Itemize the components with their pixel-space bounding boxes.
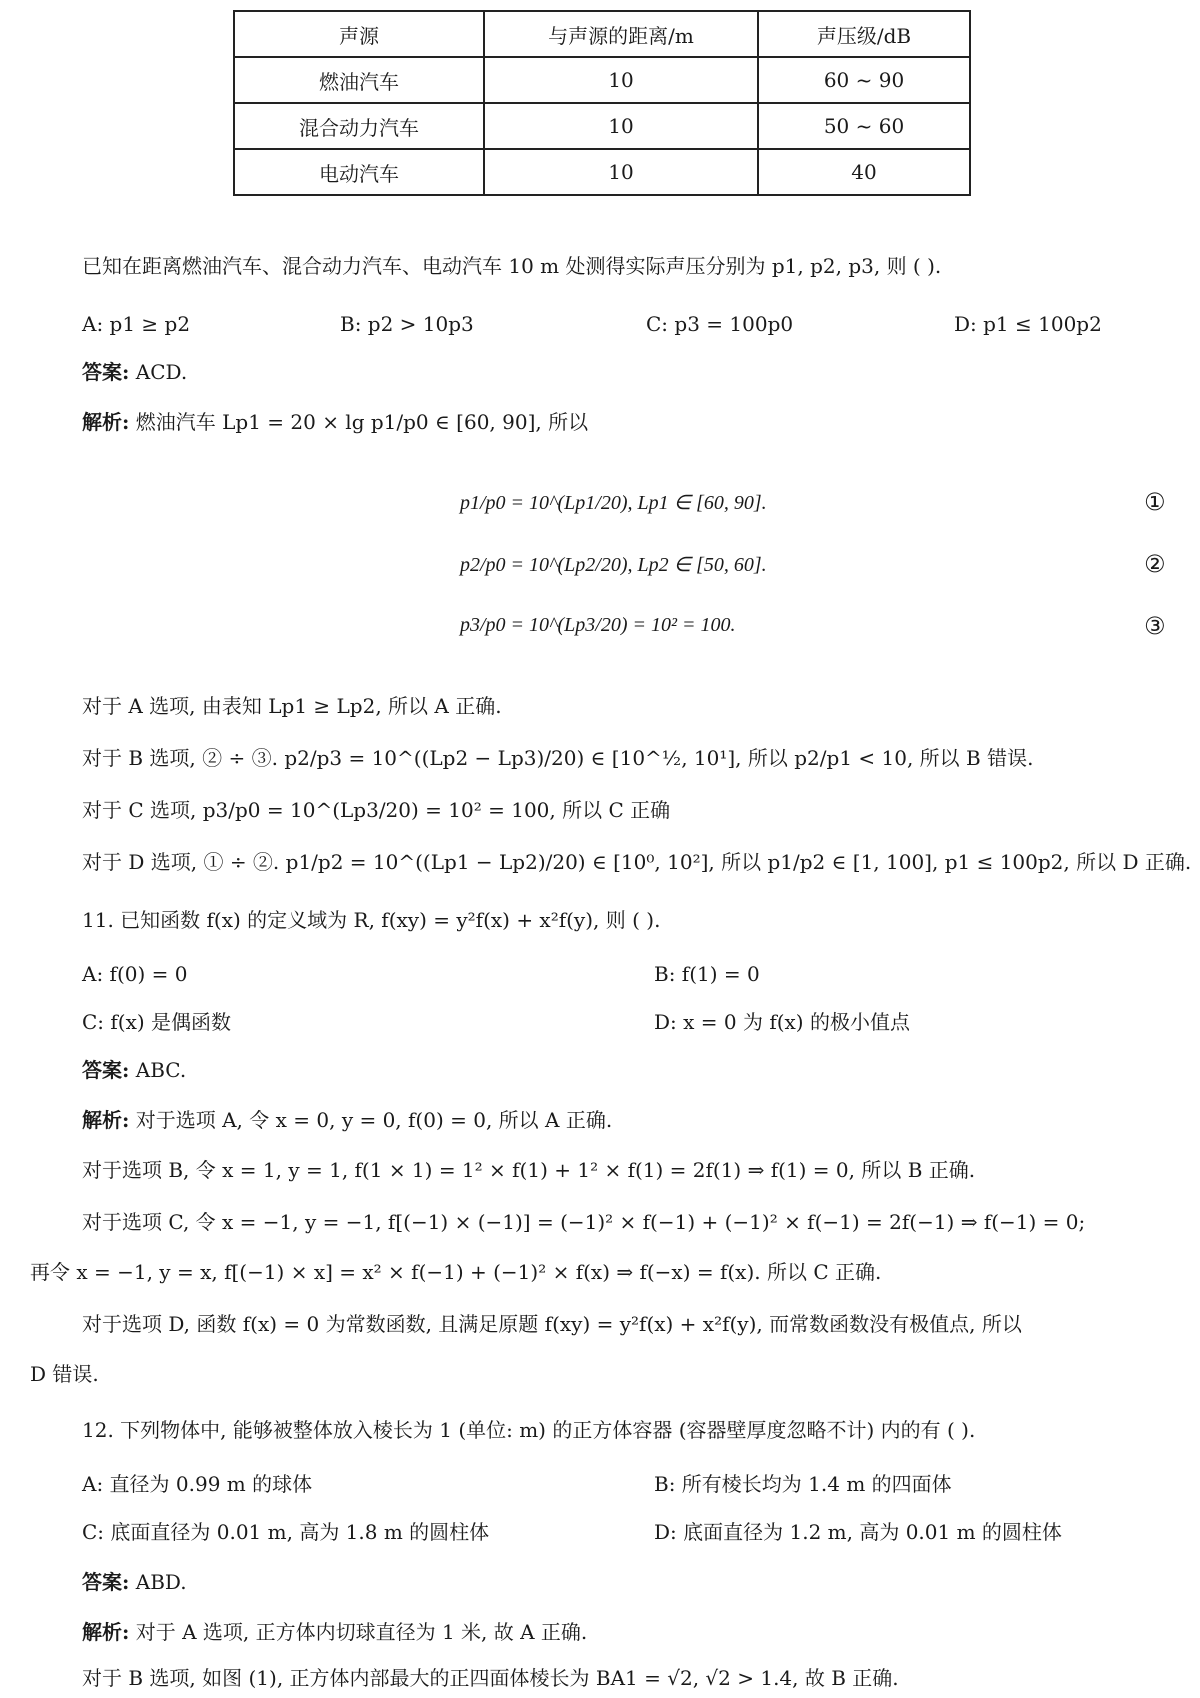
q10-analysis-intro: [82, 408, 588, 436]
answer-label: 答案:: [82, 1058, 130, 1082]
table-header-cell: 声压级/dB: [758, 11, 970, 57]
table-cell: 10: [484, 149, 758, 195]
q11-option-d: D: x = 0 为 f(x) 的极小值点: [654, 1010, 910, 1034]
q12-analysis-b: 对于 B 选项, 如图 (1), 正方体内部最大的正四面体棱长为 BA1 = √2, √2 > 1.4, 故 B 正确.: [82, 1666, 899, 1690]
analysis-label: 解析:: [82, 1108, 130, 1132]
table-cell: 燃油汽车: [234, 57, 484, 103]
q11-option-b: B: f(1) = 0: [654, 962, 760, 986]
equation-number-2: ②: [1144, 550, 1166, 578]
table-cell: 10: [484, 57, 758, 103]
answer-value: ACD.: [135, 360, 188, 384]
q12-option-c: C: 底面直径为 0.01 m, 高为 1.8 m 的圆柱体: [82, 1520, 490, 1544]
q10-analysis-d: 对于 D 选项, ① ÷ ②. p1/p2 = 10^((Lp1 − Lp2)/20) ∈ [10⁰, 10²], 所以 p1/p2 ∈ [1, 100], p1 ≤ 100p2, 所以 D 正确.: [82, 850, 1192, 874]
table-row: [234, 57, 970, 103]
equation-1: p1/p0 = 10^(Lp1/20), Lp1 ∈ [60, 90].: [460, 492, 767, 514]
equation-number-3: ③: [1144, 612, 1166, 640]
q12-option-b: B: 所有棱长均为 1.4 m 的四面体: [654, 1472, 952, 1496]
analysis-label: 解析:: [82, 1620, 130, 1644]
q12-stem: 12. 下列物体中, 能够被整体放入棱长为 1 (单位: m) 的正方体容器 (容器壁厚度忽略不计) 内的有 ( ).: [82, 1418, 976, 1442]
q11-stem: 11. 已知函数 f(x) 的定义域为 R, f(xy) = y²f(x) + x²f(y), 则 ( ).: [82, 908, 661, 932]
answer-label: 答案:: [82, 1570, 130, 1594]
q10-option-a: A: p1 ≥ p2: [82, 312, 191, 336]
table-cell: 电动汽车: [234, 149, 484, 195]
q10-analysis-c: 对于 C 选项, p3/p0 = 10^(Lp3/20) = 10² = 100, 所以 C 正确: [82, 798, 671, 822]
q10-analysis-b: 对于 B 选项, ② ÷ ③. p2/p3 = 10^((Lp2 − Lp3)/20) ∈ [10^½, 10¹], 所以 p2/p1 < 10, 所以 B 错误.: [82, 746, 1034, 770]
q11-option-c: C: f(x) 是偶函数: [82, 1010, 232, 1034]
answer-value: ABC.: [135, 1058, 187, 1082]
table-header-cell: 与声源的距离/m: [484, 11, 758, 57]
q11-analysis-d2: D 错误.: [30, 1362, 99, 1386]
q11-analysis-d1: 对于选项 D, 函数 f(x) = 0 为常数函数, 且满足原题 f(xy) = y²f(x) + x²f(y), 而常数函数没有极值点, 所以: [82, 1312, 1022, 1336]
table-row: [234, 149, 970, 195]
table-row: [234, 103, 970, 149]
q11-answer: [82, 1056, 186, 1084]
table-cell: 60 ~ 90: [758, 57, 970, 103]
table-header-cell: 声源: [234, 11, 484, 57]
q10-analysis-a: 对于 A 选项, 由表知 Lp1 ≥ Lp2, 所以 A 正确.: [82, 694, 502, 718]
q12-analysis-a: [82, 1618, 587, 1646]
q10-option-c: C: p3 = 100p0: [646, 312, 794, 336]
q12-option-d: D: 底面直径为 1.2 m, 高为 0.01 m 的圆柱体: [654, 1520, 1062, 1544]
answer-label: 答案:: [82, 360, 130, 384]
q10-option-d: D: p1 ≤ 100p2: [954, 312, 1102, 336]
analysis-text: 对于 A 选项, 正方体内切球直径为 1 米, 故 A 正确.: [135, 1620, 588, 1644]
q10-answer: [82, 358, 187, 386]
table-cell: 50 ~ 60: [758, 103, 970, 149]
table-cell: 混合动力汽车: [234, 103, 484, 149]
q11-analysis-b: 对于选项 B, 令 x = 1, y = 1, f(1 × 1) = 1² × f(1) + 1² × f(1) = 2f(1) ⇒ f(1) = 0, 所以 B 正确.: [82, 1158, 976, 1182]
q11-analysis-c1: 对于选项 C, 令 x = −1, y = −1, f[(−1) × (−1)] = (−1)² × f(−1) + (−1)² × f(−1) = 2f(−1) ⇒ f(−1) = 0;: [82, 1210, 1086, 1234]
table-header-row: [234, 11, 970, 57]
q10-stem: 已知在距离燃油汽车、混合动力汽车、电动汽车 10 m 处测得实际声压分别为 p1, p2, p3, 则 ( ).: [82, 254, 942, 278]
table-cell: 10: [484, 103, 758, 149]
equation-2: p2/p0 = 10^(Lp2/20), Lp2 ∈ [50, 60].: [460, 554, 767, 576]
q10-option-b: B: p2 > 10p3: [340, 312, 474, 336]
q11-option-a: A: f(0) = 0: [82, 962, 188, 986]
q12-answer: [82, 1568, 187, 1596]
equation-number-1: ①: [1144, 488, 1166, 516]
equation-3: p3/p0 = 10^(Lp3/20) = 10² = 100.: [460, 614, 736, 636]
sound-source-table: [233, 10, 971, 196]
analysis-text: 燃油汽车 Lp1 = 20 × lg p1/p0 ∈ [60, 90], 所以: [135, 410, 589, 434]
table-cell: 40: [758, 149, 970, 195]
q11-analysis-a: [82, 1106, 612, 1134]
analysis-text: 对于选项 A, 令 x = 0, y = 0, f(0) = 0, 所以 A 正确.: [135, 1108, 613, 1132]
q12-option-a: A: 直径为 0.99 m 的球体: [82, 1472, 313, 1496]
analysis-label: 解析:: [82, 410, 130, 434]
q11-analysis-c2: 再令 x = −1, y = x, f[(−1) × x] = x² × f(−1) + (−1)² × f(x) ⇒ f(−x) = f(x). 所以 C 正确.: [30, 1260, 882, 1284]
answer-value: ABD.: [135, 1570, 187, 1594]
